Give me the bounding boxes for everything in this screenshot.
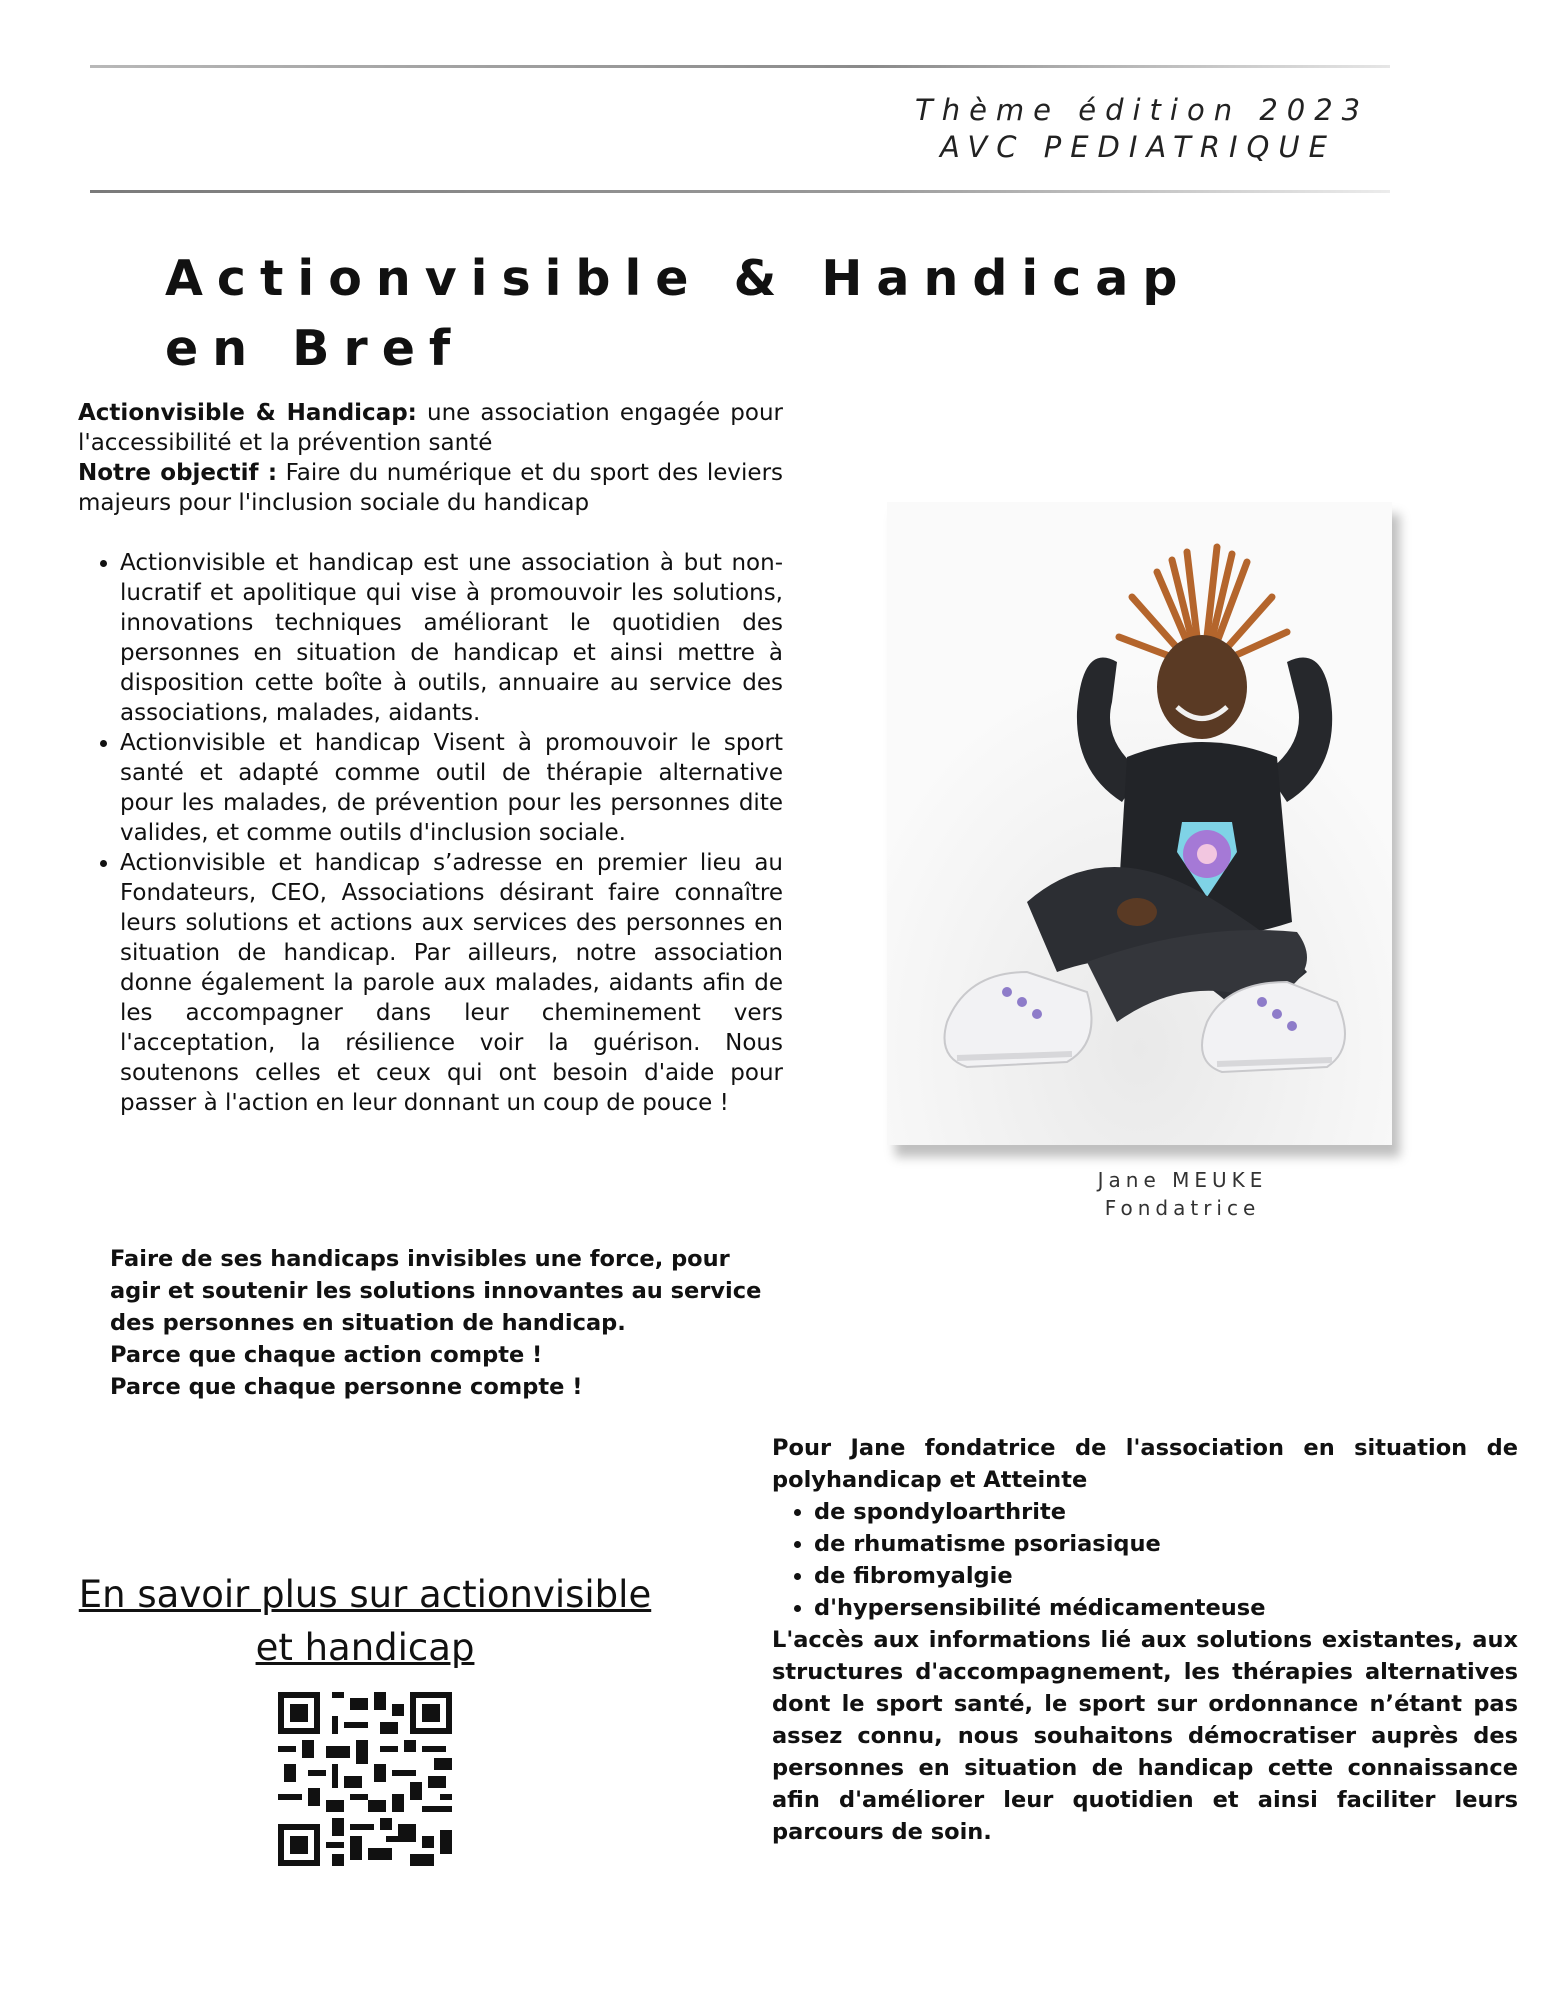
objective: [78, 458, 783, 518]
association-text: une association engagée pour l'accessibilité et la prévention santé: [78, 400, 783, 456]
conditions-list: [772, 1496, 1518, 1624]
qr-code-icon[interactable]: [278, 1692, 452, 1866]
mission-list: [78, 548, 783, 1118]
theme-subject: AVC PEDIATRIQUE: [940, 130, 1336, 164]
photo-caption: [1050, 1166, 1315, 1222]
page-title: Actionvisible & Handicap: [165, 250, 1192, 307]
spacer: [78, 518, 783, 548]
page-title-line2: en Bref: [165, 320, 465, 377]
learn-more-line1[interactable]: En savoir plus sur actionvisible: [78, 1573, 652, 1616]
learn-more-link[interactable]: [60, 1568, 670, 1674]
slogan-line: des personnes en situation de handicap.: [110, 1310, 626, 1336]
objective-label: Notre objectif :: [78, 460, 278, 486]
list-item: • de spondyloarthrite: [814, 1496, 1518, 1528]
list-item: • Actionvisible et handicap s’adresse en premier lieu au Fondateurs, CEO, Associations désirant faire connaître leurs solutions et actions aux services des personnes en situation de handicap. Par ailleurs, notre association donne également la parole aux malades, aidants afin de les accompagner dans leur cheminement vers l'acceptation, la résilience voir la guérison. Nous soutenons celles et ceux qui ont besoin d'aide pour passer à l'action en leur donnant un coup de pouce !: [120, 848, 783, 1118]
association-description: [78, 398, 783, 458]
slogan-line: Parce que chaque personne compte !: [110, 1374, 583, 1400]
bottom-divider: [90, 190, 1390, 193]
list-item: • Actionvisible et handicap est une association à but non-lucratif et apolitique qui vise à promouvoir les solutions, innovations techniques améliorant le quotidien des personnes en situation de handicap et ainsi mettre à disposition cette boîte à outils, annuaire au service des associations, malades, aidants.: [120, 548, 783, 728]
founder-photo: [887, 502, 1392, 1145]
slogan-line: Parce que chaque action compte !: [110, 1342, 543, 1368]
caption-name: Jane MEUKE: [1097, 1168, 1268, 1192]
top-divider: [90, 65, 1390, 68]
list-item: • de rhumatisme psoriasique: [814, 1528, 1518, 1560]
slogan-line: Faire de ses handicaps invisibles une force, pour: [110, 1246, 730, 1272]
list-item: • d'hypersensibilité médicamenteuse: [814, 1592, 1518, 1624]
founder-paragraph: L'accès aux informations lié aux solutions existantes, aux structures d'accompagnement, les thérapies alternatives dont le sport santé, le sport sur ordonnance n’étant pas assez connu, nous souhaitons démocratiser auprès des personnes en situation de handicap cette connaissance afin d'améliorer leur quotidien et ainsi faciliter leurs parcours de soin.: [772, 1627, 1518, 1845]
theme-edition: Thème édition 2023: [915, 93, 1370, 127]
learn-more-line2[interactable]: et handicap: [255, 1626, 475, 1669]
association-label: Actionvisible & Handicap:: [78, 400, 417, 426]
slogan-line: agir et soutenir les solutions innovantes au service: [110, 1278, 762, 1304]
intro-section: [78, 398, 783, 1118]
founder-story: [772, 1432, 1518, 1848]
caption-role: Fondatrice: [1104, 1196, 1261, 1220]
founder-intro: Pour Jane fondatrice de l'association en situation de polyhandicap et Atteinte: [772, 1435, 1518, 1493]
objective-text: Faire du numérique et du sport des leviers majeurs pour l'inclusion sociale du handicap: [78, 460, 784, 516]
list-item: • de fibromyalgie: [814, 1560, 1518, 1592]
list-item: • Actionvisible et handicap Visent à promouvoir le sport santé et adapté comme outil de thérapie alternative pour les malades, de prévention pour les personnes dite valides, et comme outils d'inclusion sociale.: [120, 728, 783, 848]
slogan: [110, 1243, 790, 1403]
founder-illustration: [887, 502, 1392, 1145]
